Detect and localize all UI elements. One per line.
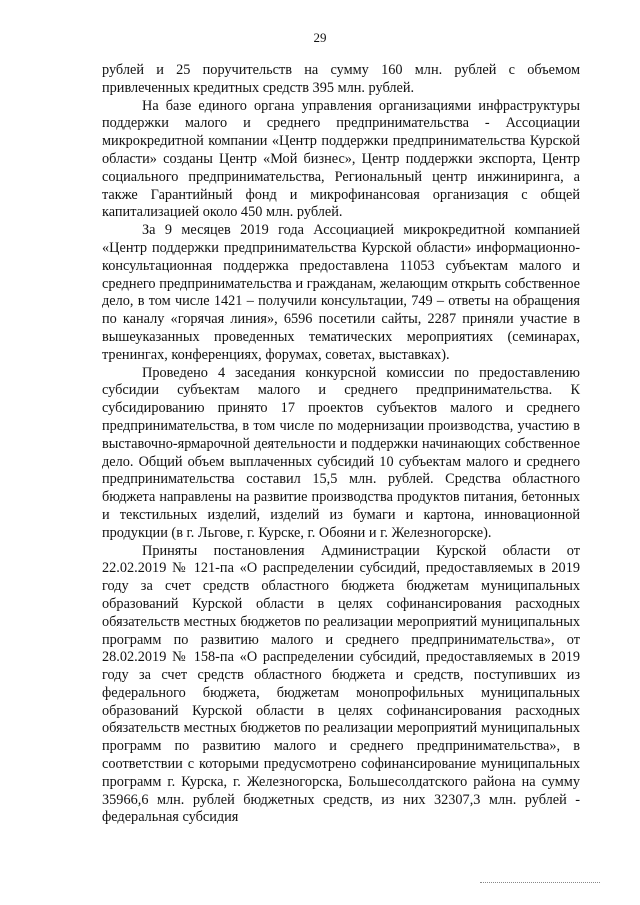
paragraph-subsidies-commission: Проведено 4 заседания конкурсной комиссии по предоставлению субсидии субъектам малого и среднего предпринимательства. К субсидированию принято 17 проектов субъектов малого и среднего предпринимательства, в том числе по модернизации производства, участию в выставочно-ярмарочной деятельности и поддержки начинающих собственное дело. Общий объем выплаченных субсидий 10 субъектам малого и среднего предпринимательства составил 15,5 млн. рублей. Средства областного бюджета направлены на развитие производства продуктов питания, бетонных и текстильных изделий, изделий из бумаги и картона, инновационной продукции (в г. Льгове, г. Курске, г. Обояни и г. Железногорске). — [102, 364, 580, 541]
paragraph-consulting-support: За 9 месяцев 2019 года Ассоциацией микрокредитной компанией «Центр поддержки предпринимательства Курской области» информационно-консультационная поддержка предоставлена 11053 субъектам малого и среднего предпринимательства и гражданам, желающим открыть собственное дело, в том числе 1421 – получили консультации, 749 – ответы на обращения по каналу «горячая линия», 6596 посетили сайты, 2287 приняли участие в вышеуказанных проведенных тематических мероприятиях (семинарах, тренингах, конференциях, форумах, советах, выставках). — [102, 222, 580, 363]
document-body — [102, 62, 580, 827]
footer-divider — [480, 882, 600, 883]
paragraph-continuation: рублей и 25 поручительств на сумму 160 млн. рублей с объемом привлеченных кредитных средств 395 млн. рублей. — [102, 62, 580, 96]
paragraph-resolutions: Приняты постановления Администрации Курской области от 22.02.2019 № 121-па «О распределении субсидий, предоставляемых в 2019 году за счет средств областного бюджета бюджетам муниципальных образований Курской области в целях софинансирования расходных обязательств местных бюджетов по реализации мероприятий муниципальных программ по развитию малого и среднего предпринимательства», от 28.02.2019 № 158-па «О распределении субсидий, предоставляемых в 2019 году за счет средств областного бюджета и средств, поступивших из федерального бюджета, бюджетам монопрофильных муниципальных образований Курской области в целях софинансирования расходных обязательств местных бюджетов по реализации мероприятий муниципальных программ по развитию малого и среднего предпринимательства», в соответствии с которыми предусмотрено софинансирование муниципальных программ г. Курска, г. Железногорска, Большесолдатского района на сумму 35966,6 млн. рублей бюджетных средств, из них 32307,3 млн. рублей - федеральная субсидия — [102, 542, 580, 826]
paragraph-infrastructure: На базе единого органа управления организациями инфраструктуры поддержки малого и среднего предпринимательства - Ассоциации микрокредитной компании «Центр поддержки предпринимательства Курской области» созданы Центр «Мой бизнес», Центр поддержки экспорта, Центр социального предпринимательства, Региональный центр инжиниринга, а также Гарантийный фонд и микрофинансовая организация с общей капитализацией около 450 млн. рублей. — [102, 97, 580, 221]
page-number: 29 — [313, 30, 327, 45]
